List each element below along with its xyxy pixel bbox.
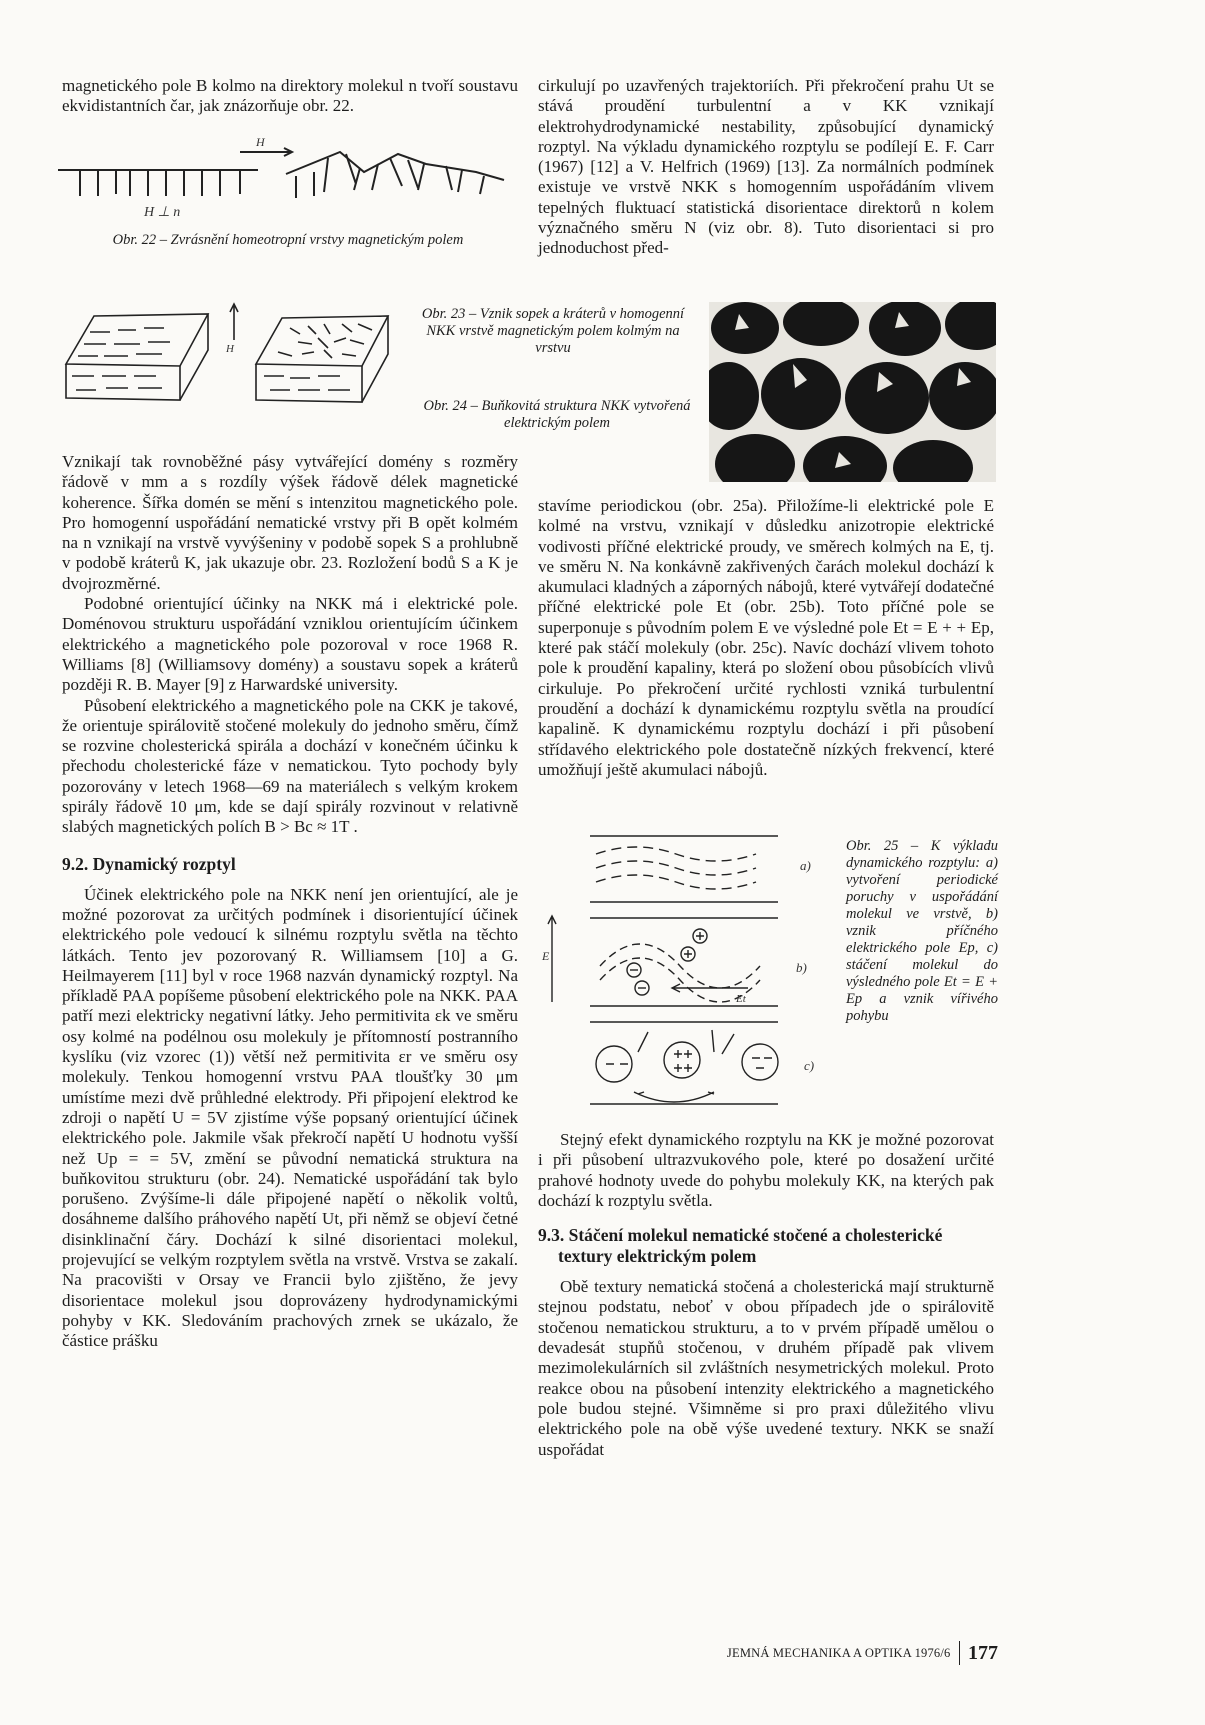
figure-22-caption: Obr. 22 – Zvrásnění homeotropní vrstvy magnetickým polem	[112, 232, 464, 248]
paragraph: Stejný efekt dynamického rozptylu na KK je možné pozorovat i při působení ultrazvukového pole, které po dosažení určité prahové hodnoty uvede do pohybu molekuly KK, na kterých pak dochází k rozptylu světla.	[538, 1130, 994, 1210]
fig22-label-h-perp-n: H ⊥ n	[144, 205, 181, 220]
page-number: 177	[968, 1641, 998, 1664]
figure-24-micrograph	[709, 302, 996, 482]
left-main-text	[62, 452, 518, 1351]
right-top-text	[538, 76, 994, 259]
page-footer	[704, 1641, 998, 1665]
right-main-text	[538, 496, 994, 780]
fig25-label-b: b)	[796, 960, 807, 975]
paragraph: Obě textury nematická stočená a cholesterická mají strukturně stejnou podstatu, neboť v obou případech jde o spirálovitě stočenou nematickou strukturu, a to v prvém případě umělou o devadesát stupňů stočenou, v druhém případě pak vlivem mezimolekulárních sil zvláštních nesymetrických molekul. Proto reakce obou na působení intenzity elektrického a magnetického pole budou stejné. Všimněme si pro praxi důležitého vlivu elektrického pole na obě výše uvedené textury. NKK se snaží uspořádat	[538, 1277, 994, 1459]
right-lower-text	[538, 1130, 994, 1460]
paragraph: cirkulují po uzavřených trajektoriích. Při překročení prahu Ut se stává proudění turbulentní a v KK vznikají elektrohydrodynamické nestability, způsobující dynamický rozptyl. Na výkladu dynamického rozptylu se podílejí E. F. Carr (1967) [12] a V. Helfrich (1969) [13]. Za normálních podmínek existuje ve vrstvě NKK s homogenním uspořádáním vlivem tepelných fluktuací statistická disorientace direktorů n kolem význačného směru N (viz obr. 8). Tuto disorientaci si pro jednoduchost před-	[538, 76, 994, 258]
paragraph: stavíme periodickou (obr. 25a). Přiložíme-li elektrické pole E kolmé na vrstvu, vznikají v důsledku anizotropie elektrické vodivosti příčné elektrické proudy, ve směrech kolmých na E, tj. ve směru N. Na konkávně zakřivených čarách molekul dochází k akumulaci kladných a záporných nábojů, které vytvářejí dodatečné příčné elektrické pole Et (obr. 25b). Toto příčné pole se superponuje s původním polem E ve výsledné pole Et = E + + Ep, které pak stáčí molekuly (obr. 25c). Navíc dochází vlivem tohoto pole k proudění kapaliny, která po složení obou působících vlivů cirkuluje. Po překročení určité rychlosti vzniká turbulentní proudění a dochází k dynamickému rozptylu světla na proudící kapalině. K dynamickému rozptylu dochází i při působení střídavého elektrického pole dostatečně nízkých frekvencí, které umožňují ještě akumulaci nábojů.	[538, 496, 994, 779]
figure-25	[538, 832, 838, 1112]
paragraph: magnetického pole B kolmo na direktory molekul n tvoří soustavu ekvidistantních čar, jak znázorňuje obr. 22.	[62, 76, 518, 116]
figure-24-photo	[709, 302, 996, 482]
figure-23-drawing	[58, 302, 418, 442]
figure-24-caption: Obr. 24 – Buňkovitá struktura NKK vytvořená elektrickým polem	[423, 398, 691, 431]
section-heading-9-3: 9.3. Stáčení molekul nematické stočené a cholesterické textury elektrickým polem	[538, 1225, 943, 1267]
left-top-text	[62, 76, 518, 117]
paragraph: Vznikají tak rovnoběžné pásy vytvářející domény s rozměry řádově v mm a s rozdíly výšek řádově délek magnetické koherence. Šířka domén se mění s intenzitou magnetického pole. Pro homogenní uspořádání nematické vrstvy při B opět kolmém na n vznikají na vrstvě vyvýšeniny v podobě sopek S a prohlubně v podobě kráterů K, jak ukazuje obr. 23. Rozložení bodů S a K je dvojrozměrné.	[62, 452, 518, 593]
paragraph: Účinek elektrického pole na NKK není jen orientující, ale je možné pozorovat za určitých podmínek i disorientující účinek elektrického pole vedoucí k silnému rozptylu světla na těchto látkách. Tento jev pozorovaný R. Williamsem [10] a G. Heilmayerem [11] byl v roce 1968 nazván dynamický rozptyl. Na příkladě PAA popíšeme působení elektrického pole na NKK. PAA patří mezi elektricky negativní látky. Jeho permitivita εk ve směru osy kolmé na podélnou osu molekuly je přítomností postranního kyslíku (viz vzorec (1)) větší než permitivita εr ve směru osy molekuly. Tenkou homogenní vrstvu PAA tloušťky 30 μm umístíme mezi dvě průhledné elektrody. Při připojení elektrod ke zdroji o napětí U = 5V zjistíme výše popsaný orientující účinek elektrického pole. Jakmile však překročí napětí U hodnotu vyšší než Up = = 5V, změní se původní nematická struktura na buňkovitou strukturu (obr. 24). Nematické uspořádání tak bylo porušeno. Zvýšíme-li dále připojené napětí o několik voltů, dosáhneme dalšího práhového napětí Ut, při němž se objeví četné disinklinační čáry. Dochází k silné disorientaci molekul, projevující se velkým rozptylem světla na vrstvě. Vrstva se zakalí. Na pracovišti v Orsay ve Francii bylo zjištěno, že jevy disorientace molekul jsou doprovázeny hydrodynamickými pohyby v KK. Sledováním prachových zrnek se ukázalo, že částice prášku	[62, 884, 518, 1351]
figure-22	[58, 132, 518, 222]
fig23-label-h: H	[226, 343, 234, 355]
figure-22-drawing	[58, 132, 518, 222]
footer-divider	[959, 1641, 961, 1665]
figure-25-drawing	[538, 832, 838, 1112]
fig25-label-a: a)	[800, 858, 811, 873]
fig25-label-et: Et	[736, 993, 746, 1005]
figure-23-caption: Obr. 23 – Vznik sopek a kráterů v homogenní NKK vrstvě magnetickým polem kolmým na vrstvu	[421, 306, 685, 356]
section-heading-9-2: 9.2. Dynamický rozptyl	[62, 853, 236, 874]
fig22-label-h: H	[256, 135, 265, 149]
figure-23	[58, 302, 418, 442]
fig25-label-c: c)	[804, 1058, 815, 1073]
paragraph: Podobné orientující účinky na NKK má i elektrické pole. Doménovou strukturu uspořádání vzniklou orientujícím účinkem elektrického a magnetického pole pozoroval v roce 1968 R. Williams [8] (Williamsovy domény) a soustavu sopek a kráterů později R. B. Mayer [9] z Harwardské university.	[62, 594, 518, 695]
paragraph: Působení elektrického a magnetického pole na CKK je takové, že orientuje spirálovitě stočené molekuly do jednoho směru, čímž se rozvine cholesterická spirála a dochází v konečném účinku k přechodu cholesterické fáze v nematickou. Tyto pochody byly pozorovány v letech 1968—69 na materiálech s velkým krokem spirály řádově 10 μm, kde se dají spirály rozvinout v relativně slabých magnetických polích B > Bc ≈ 1T .	[62, 695, 518, 837]
fig25-label-e: E	[542, 949, 550, 963]
figure-25-caption: Obr. 25 – K výkladu dynamického rozptylu: a) vytvoření periodické poruchy v uspořádání molekul ve vrstvě, b) vznik příčného elektrického pole Ep, c) stáčení molekul do výsledného pole Et = E + Ep a vznik vířivého pohybu	[846, 838, 998, 1024]
journal-name: JEMNÁ MECHANIKA A OPTIKA 1976/6	[726, 1645, 951, 1660]
